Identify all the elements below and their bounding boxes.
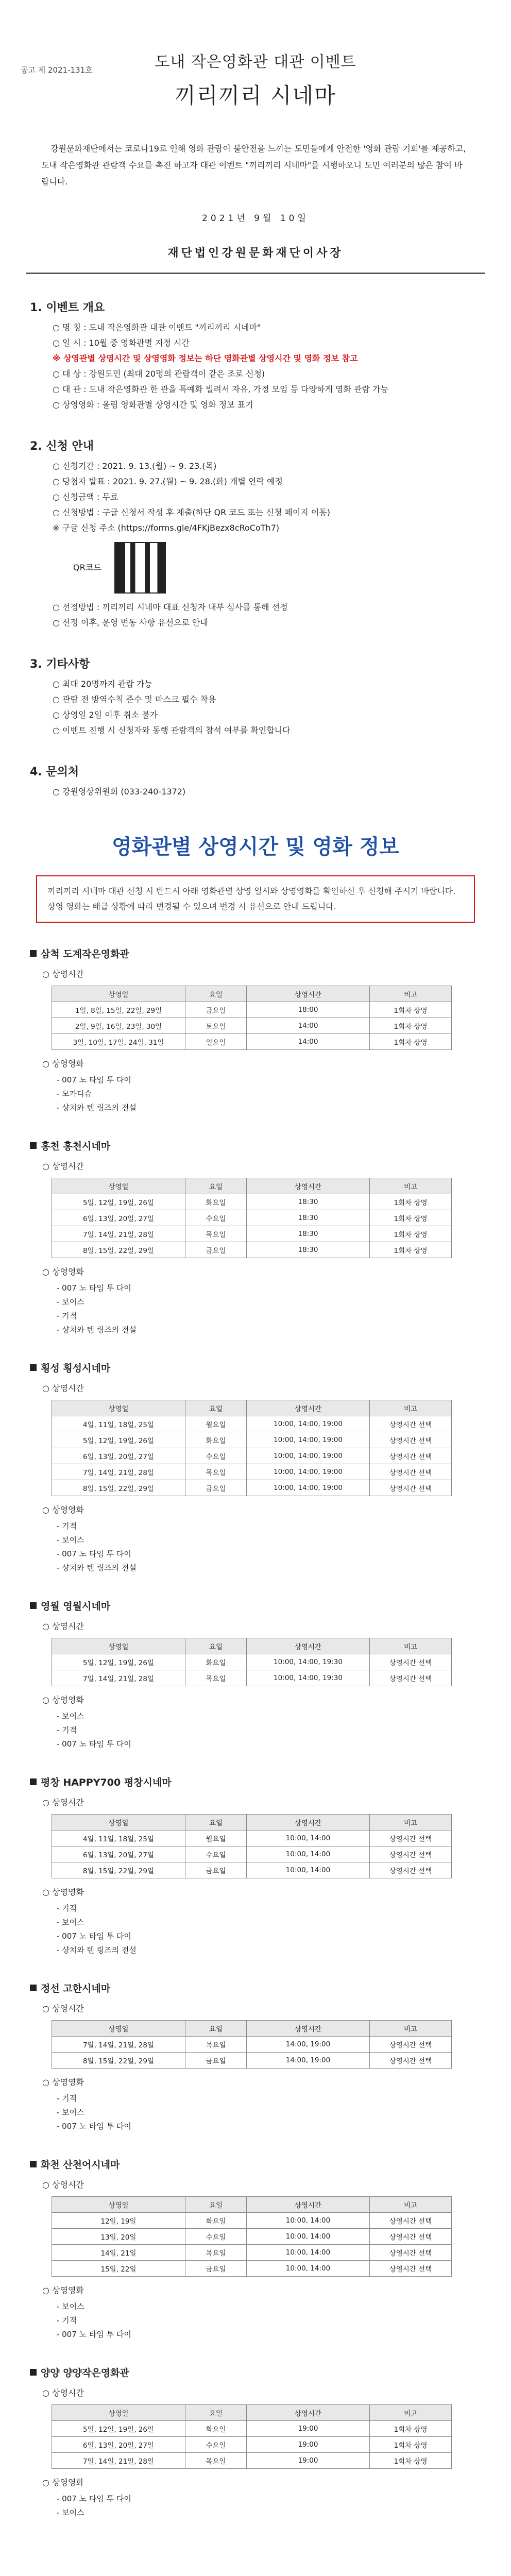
column-header: 상영일 — [52, 1178, 185, 1194]
schedule-banner: 영화관별 상영시간 및 영화 정보 — [111, 835, 400, 859]
film-item: - 007 노 타임 투 다이 — [57, 1283, 131, 1293]
table-cell: 1회차 상영 — [370, 1242, 452, 1258]
table-cell: 화요일 — [185, 1654, 247, 1670]
column-header: 비고 — [370, 1815, 452, 1831]
table-header-row — [52, 1178, 452, 1194]
table-cell: 2일, 9일, 16일, 23일, 30일 — [52, 1018, 185, 1034]
venue-heading — [30, 1775, 511, 1789]
venue-schedule-label: ○ 상영시간 — [42, 1798, 84, 1807]
column-header: 비고 — [370, 2405, 452, 2421]
venue-films-label: ○ 상영영화 — [42, 1267, 84, 1277]
venue-name: 정선 고한시네마 — [41, 1983, 111, 1994]
column-header: 요일 — [185, 2405, 247, 2421]
column-header: 상영시간 — [247, 1178, 370, 1194]
square-bullet-icon — [30, 1602, 37, 1609]
table-cell: 10:00, 14:00 — [247, 2229, 370, 2245]
schedule-table — [52, 2020, 452, 2069]
table-cell: 상영시간 선택 — [370, 2245, 452, 2261]
table-cell: 화요일 — [185, 1432, 247, 1448]
section-overview-body — [42, 320, 469, 413]
venue-list — [0, 946, 511, 2520]
table-cell: 수요일 — [185, 1846, 247, 1862]
table-cell: 8일, 15일, 22일, 29일 — [52, 1480, 185, 1496]
table-cell: 10:00, 14:00, 19:30 — [247, 1654, 370, 1670]
table-cell: 상영시간 선택 — [370, 2037, 452, 2053]
table-row — [52, 1654, 452, 1670]
table-row — [52, 1448, 452, 1464]
column-header: 요일 — [185, 1178, 247, 1194]
intro-paragraph: 강원문화재단에서는 코로나19로 인해 영화 관람이 불안전을 느끼는 도민들에게 안전한 '영화 관람 기회'를 제공하고, 도내 작은영화관 관람객 수요를 촉진 하고자 대관 이벤트 "끼리끼리 시네마"를 시행하오니 도민 여러분의 많은 참여 바랍니다. — [41, 144, 466, 187]
table-cell: 상영시간 선택 — [370, 1670, 452, 1686]
column-header: 상영시간 — [247, 2197, 370, 2213]
table-cell: 10:00, 14:00, 19:00 — [247, 1432, 370, 1448]
venue-films-label: ○ 상영영화 — [42, 1887, 84, 1897]
table-header-row — [52, 2405, 452, 2421]
table-cell: 상영시간 선택 — [370, 1862, 452, 1878]
schedule-table — [52, 2196, 452, 2277]
contact-line: ○ 강원영상위원회 (033-240-1372) — [53, 787, 186, 796]
table-cell: 18:00 — [247, 1002, 370, 1018]
film-item: - 샹치와 텐 링즈의 전설 — [57, 1325, 137, 1334]
venue-schedule-label: ○ 상영시간 — [42, 2180, 84, 2190]
table-cell: 1회차 상영 — [370, 1002, 452, 1018]
divider — [26, 273, 485, 274]
film-item: - 모가디슈 — [57, 1089, 92, 1098]
table-cell: 12일, 19일 — [52, 2213, 185, 2229]
film-item: - 보이스 — [57, 1297, 84, 1307]
table-cell: 상영시간 선택 — [370, 1846, 452, 1862]
table-cell: 6일, 13일, 20일, 27일 — [52, 1448, 185, 1464]
section-overview-heading: 1. 이벤트 개요 — [30, 301, 105, 314]
table-cell: 10:00, 14:00 — [247, 2245, 370, 2261]
square-bullet-icon — [30, 1985, 37, 1991]
film-item: - 샹치와 텐 링즈의 전설 — [57, 1563, 137, 1572]
apply-extra: ○ 선정방법 : 끼리끼리 시네마 대표 신청자 내부 심사를 통해 선정 — [53, 602, 288, 612]
column-header: 상영시간 — [247, 1400, 370, 1416]
apply-line: ○ 신청기간 : 2021. 9. 13.(월) ~ 9. 23.(목) — [53, 461, 217, 471]
venue-schedule-label: ○ 상영시간 — [42, 2388, 84, 2398]
table-row — [52, 1226, 452, 1242]
table-cell: 화요일 — [185, 2421, 247, 2437]
venue-schedule-label: ○ 상영시간 — [42, 2004, 84, 2013]
table-cell: 6일, 13일, 20일, 27일 — [52, 1846, 185, 1862]
overview-line: ○ 대 관 : 도내 작은영화관 한 관을 특예화 빌려서 자유, 가정 모임 등 다양하게 영화 관람 가능 — [53, 384, 388, 394]
venue-films-label: ○ 상영영화 — [42, 1505, 84, 1515]
table-row — [52, 1034, 452, 1050]
film-item: - 007 노 타임 투 다이 — [57, 1739, 131, 1749]
overview-line: ○ 상영영화 : 올림 영화관별 상영시간 및 영화 정보 표기 — [53, 400, 253, 410]
table-cell: 1회차 상영 — [370, 1194, 452, 1210]
column-header: 상영일 — [52, 1638, 185, 1654]
venue-name: 영월 영월시네마 — [41, 1601, 111, 1612]
table-cell: 19:00 — [247, 2437, 370, 2453]
venue-schedule-label: ○ 상영시간 — [42, 1621, 84, 1631]
table-cell: 상영시간 선택 — [370, 1831, 452, 1846]
venue-heading — [30, 1981, 511, 1995]
section-etc-heading: 3. 기타사항 — [30, 658, 90, 671]
table-cell: 1회차 상영 — [370, 2453, 452, 2469]
film-item: - 기적 — [57, 2094, 77, 2103]
film-item: - 기적 — [57, 1904, 77, 1913]
table-row — [52, 2229, 452, 2245]
table-cell: 10:00, 14:00 — [247, 1862, 370, 1878]
venue-heading — [30, 946, 511, 960]
table-cell: 1회차 상영 — [370, 1226, 452, 1242]
table-row — [52, 1480, 452, 1496]
column-header: 요일 — [185, 1638, 247, 1654]
table-cell: 10:00, 14:00 — [247, 1846, 370, 1862]
section-apply-heading: 2. 신청 안내 — [30, 440, 94, 453]
table-cell: 13일, 20일 — [52, 2229, 185, 2245]
table-cell: 7일, 14일, 21일, 28일 — [52, 1670, 185, 1686]
table-row — [52, 1831, 452, 1846]
table-cell: 5일, 12일, 19일, 26일 — [52, 1194, 185, 1210]
schedule-table-wrap — [52, 2020, 511, 2069]
table-cell: 14:00, 19:00 — [247, 2037, 370, 2053]
venue-name: 평창 HAPPY700 평창시네마 — [41, 1777, 172, 1788]
column-header: 상영시간 — [247, 1638, 370, 1654]
column-header: 요일 — [185, 2197, 247, 2213]
square-bullet-icon — [30, 1778, 37, 1785]
table-cell: 상영시간 선택 — [370, 2229, 452, 2245]
film-list — [57, 2492, 511, 2520]
table-cell: 7일, 14일, 21일, 28일 — [52, 1464, 185, 1480]
table-cell: 상영시간 선택 — [370, 1464, 452, 1480]
table-cell: 1회차 상영 — [370, 2421, 452, 2437]
table-cell: 1일, 8일, 15일, 22일, 29일 — [52, 1002, 185, 1018]
schedule-table-wrap — [52, 986, 511, 1050]
table-cell: 수요일 — [185, 2229, 247, 2245]
table-cell: 상영시간 선택 — [370, 1416, 452, 1432]
column-header: 상영일 — [52, 986, 185, 1002]
column-header: 비고 — [370, 2021, 452, 2037]
venue-films-label: ○ 상영영화 — [42, 2285, 84, 2295]
table-cell: 목요일 — [185, 2453, 247, 2469]
venue-name: 화천 산천어시네마 — [41, 2159, 120, 2171]
table-row — [52, 2037, 452, 2053]
etc-line: ○ 상영일 2일 이후 취소 불가 — [53, 710, 158, 720]
table-cell: 7일, 14일, 21일, 28일 — [52, 1226, 185, 1242]
table-row — [52, 1464, 452, 1480]
table-row — [52, 2245, 452, 2261]
table-cell: 1회차 상영 — [370, 2437, 452, 2453]
table-cell: 19:00 — [247, 2453, 370, 2469]
film-item: - 007 노 타임 투 다이 — [57, 2122, 131, 2131]
table-cell: 금요일 — [185, 1862, 247, 1878]
film-list — [57, 1519, 511, 1575]
film-item: - 샹치와 텐 링즈의 전설 — [57, 1103, 137, 1112]
column-header: 비고 — [370, 1178, 452, 1194]
table-cell: 상영시간 선택 — [370, 1480, 452, 1496]
table-row — [52, 1862, 452, 1878]
schedule-table-wrap — [52, 2404, 511, 2469]
overview-line: ○ 대 상 : 강원도민 (최대 20명의 관람객이 같은 조로 신청) — [53, 369, 265, 379]
table-cell: 목요일 — [185, 1464, 247, 1480]
overview-note: ※ 상영관별 상영시간 및 상영영화 정보는 하단 영화관별 상영시간 및 영화 정보 참고 — [53, 353, 358, 363]
qr-block — [63, 542, 469, 594]
table-row — [52, 2453, 452, 2469]
table-header-row — [52, 1638, 452, 1654]
section-contact-heading: 4. 문의처 — [30, 766, 79, 778]
table-cell: 월요일 — [185, 1416, 247, 1432]
table-cell: 6일, 13일, 20일, 27일 — [52, 1210, 185, 1226]
schedule-table — [52, 1178, 452, 1258]
apply-line: ○ 당첨자 발표 : 2021. 9. 27.(월) ~ 9. 28.(화) 개별 연락 예정 — [53, 477, 283, 486]
apply-line: ○ 신청금액 : 무료 — [53, 492, 118, 502]
table-cell: 금요일 — [185, 1002, 247, 1018]
qr-label: QR코드 — [73, 563, 101, 572]
schedule-table-wrap — [52, 1178, 511, 1258]
column-header: 상영시간 — [247, 986, 370, 1002]
table-cell: 화요일 — [185, 1194, 247, 1210]
table-row — [52, 2053, 452, 2069]
venue-films-label: ○ 상영영화 — [42, 1695, 84, 1705]
apply-extra: ○ 선정 이후, 운영 변동 사항 유선으로 안내 — [53, 618, 208, 628]
section-etc-body — [42, 676, 469, 738]
column-header: 요일 — [185, 2021, 247, 2037]
table-cell: 14:00, 19:00 — [247, 2053, 370, 2069]
column-header: 상영시간 — [247, 2021, 370, 2037]
table-cell: 상영시간 선택 — [370, 2213, 452, 2229]
table-cell: 수요일 — [185, 1448, 247, 1464]
table-cell: 상영시간 선택 — [370, 2261, 452, 2277]
table-header-row — [52, 2197, 452, 2213]
column-header: 요일 — [185, 986, 247, 1002]
table-row — [52, 1002, 452, 1018]
table-row — [52, 1210, 452, 1226]
venue-name: 횡성 횡성시네마 — [41, 1363, 111, 1374]
film-list — [57, 2092, 511, 2133]
announcement-date: 2021년 9월 10일 — [202, 213, 309, 224]
table-cell: 19:00 — [247, 2421, 370, 2437]
column-header: 비고 — [370, 1400, 452, 1416]
film-item: - 007 노 타임 투 다이 — [57, 2330, 131, 2339]
table-row — [52, 2421, 452, 2437]
table-cell: 목요일 — [185, 2245, 247, 2261]
table-header-row — [52, 2021, 452, 2037]
table-cell: 5일, 12일, 19일, 26일 — [52, 1432, 185, 1448]
table-row — [52, 2437, 452, 2453]
table-cell: 금요일 — [185, 2261, 247, 2277]
film-item: - 기적 — [57, 1521, 77, 1531]
table-cell: 금요일 — [185, 2053, 247, 2069]
table-row — [52, 2213, 452, 2229]
table-cell: 15일, 22일 — [52, 2261, 185, 2277]
film-item: - 007 노 타임 투 다이 — [57, 1931, 131, 1941]
film-item: - 보이스 — [57, 2508, 84, 2517]
venue-heading — [30, 1139, 511, 1153]
film-list — [57, 1902, 511, 1957]
table-cell: 수요일 — [185, 1210, 247, 1226]
table-cell: 14:00 — [247, 1034, 370, 1050]
venue-films-label: ○ 상영영화 — [42, 2478, 84, 2487]
column-header: 상영시간 — [247, 2405, 370, 2421]
column-header: 비고 — [370, 2197, 452, 2213]
column-header: 상영일 — [52, 1400, 185, 1416]
table-cell: 10:00, 14:00, 19:00 — [247, 1480, 370, 1496]
table-cell: 7일, 14일, 21일, 28일 — [52, 2453, 185, 2469]
venue-schedule-label: ○ 상영시간 — [42, 969, 84, 979]
table-cell: 4일, 11일, 18일, 25일 — [52, 1831, 185, 1846]
schedule-table-wrap — [52, 2196, 511, 2277]
table-cell: 18:30 — [247, 1242, 370, 1258]
film-item: - 007 노 타임 투 다이 — [57, 2494, 131, 2503]
section-contact-body — [42, 784, 469, 800]
table-cell: 8일, 15일, 22일, 29일 — [52, 1242, 185, 1258]
venue-name: 삼척 도계작은영화관 — [41, 948, 129, 960]
venue-films-label: ○ 상영영화 — [42, 2077, 84, 2087]
title-subtitle: 도내 작은영화관 대관 이벤트 — [155, 53, 356, 71]
schedule-table — [52, 1400, 452, 1496]
square-bullet-icon — [30, 2369, 37, 2376]
column-header: 상영시간 — [247, 1815, 370, 1831]
venue-heading — [30, 2157, 511, 2171]
venue-heading — [30, 2365, 511, 2379]
table-cell: 상영시간 선택 — [370, 1654, 452, 1670]
table-cell: 1회차 상영 — [370, 1018, 452, 1034]
table-cell: 5일, 12일, 19일, 26일 — [52, 2421, 185, 2437]
table-cell: 10:00, 14:00, 19:00 — [247, 1416, 370, 1432]
film-list — [57, 1709, 511, 1751]
table-cell: 10:00, 14:00 — [247, 2261, 370, 2277]
table-row — [52, 1194, 452, 1210]
table-row — [52, 2261, 452, 2277]
table-cell: 상영시간 선택 — [370, 1448, 452, 1464]
table-cell: 목요일 — [185, 2037, 247, 2053]
table-header-row — [52, 1400, 452, 1416]
table-cell: 10:00, 14:00 — [247, 2213, 370, 2229]
schedule-table-wrap — [52, 1814, 511, 1878]
table-cell: 상영시간 선택 — [370, 2053, 452, 2069]
table-row — [52, 1416, 452, 1432]
schedule-notice: 끼리끼리 시네마 대관 신청 시 반드시 아래 영화관별 상영 일시와 상영영화를 확인하신 후 신청해 주시기 바랍니다. 상영 영화는 배급 상황에 따라 변경될 수 있으며 변경 시 유선으로 안내 드립니다. — [36, 875, 475, 923]
film-item: - 보이스 — [57, 1711, 84, 1721]
table-cell: 7일, 14일, 21일, 28일 — [52, 2037, 185, 2053]
etc-line: ○ 최대 20명까지 관람 가능 — [53, 679, 152, 689]
table-header-row — [52, 1815, 452, 1831]
table-cell: 6일, 13일, 20일, 27일 — [52, 2437, 185, 2453]
page-title: 끼리끼리 시네마 — [175, 83, 336, 108]
table-cell: 월요일 — [185, 1831, 247, 1846]
venue-films-label: ○ 상영영화 — [42, 1059, 84, 1069]
table-cell: 화요일 — [185, 2213, 247, 2229]
square-bullet-icon — [30, 1142, 37, 1149]
table-cell: 금요일 — [185, 1480, 247, 1496]
venue-schedule-label: ○ 상영시간 — [42, 1161, 84, 1171]
table-cell: 금요일 — [185, 1242, 247, 1258]
film-list — [57, 1073, 511, 1115]
schedule-table — [52, 1638, 452, 1686]
venue-heading — [30, 1361, 511, 1375]
film-item: - 보이스 — [57, 2108, 84, 2117]
table-cell: 1회차 상영 — [370, 1210, 452, 1226]
qr-code-icon[interactable] — [114, 542, 166, 594]
film-item: - 보이스 — [57, 1535, 84, 1545]
table-cell: 10:00, 14:00 — [247, 1831, 370, 1846]
table-cell: 토요일 — [185, 1018, 247, 1034]
table-cell: 10:00, 14:00, 19:30 — [247, 1670, 370, 1686]
film-list — [57, 2300, 511, 2342]
table-row — [52, 1670, 452, 1686]
venue-heading — [30, 1599, 511, 1613]
table-cell: 목요일 — [185, 1670, 247, 1686]
film-item: - 샹치와 텐 링즈의 전설 — [57, 1945, 137, 1955]
table-row — [52, 1432, 452, 1448]
film-item: - 007 노 타임 투 다이 — [57, 1075, 131, 1084]
column-header: 비고 — [370, 986, 452, 1002]
table-cell: 14일, 21일 — [52, 2245, 185, 2261]
schedule-table-wrap — [52, 1400, 511, 1496]
column-header: 상영일 — [52, 2197, 185, 2213]
overview-line: ○ 명 칭 : 도내 작은영화관 대관 이벤트 "끼리끼리 시네마" — [53, 323, 261, 332]
film-item: - 기적 — [57, 1311, 77, 1320]
film-item: - 기적 — [57, 2316, 77, 2325]
table-cell: 수요일 — [185, 2437, 247, 2453]
table-cell: 18:30 — [247, 1210, 370, 1226]
column-header: 상영일 — [52, 1815, 185, 1831]
table-cell: 14:00 — [247, 1018, 370, 1034]
table-cell: 1회차 상영 — [370, 1034, 452, 1050]
column-header: 비고 — [370, 1638, 452, 1654]
column-header: 상영일 — [52, 2405, 185, 2421]
schedule-table — [52, 986, 452, 1050]
film-list — [57, 1281, 511, 1337]
table-cell: 18:30 — [247, 1194, 370, 1210]
organization-signature: 재단법인강원문화재단이사장 — [167, 247, 344, 260]
square-bullet-icon — [30, 1364, 37, 1371]
table-row — [52, 1846, 452, 1862]
column-header: 요일 — [185, 1400, 247, 1416]
apply-url[interactable]: ※ 구글 신청 주소 (https://forms.gle/4FKjBezx8cRoCoTh7) — [53, 523, 280, 533]
table-cell: 목요일 — [185, 1226, 247, 1242]
table-cell: 4일, 11일, 18일, 25일 — [52, 1416, 185, 1432]
table-header-row — [52, 986, 452, 1002]
apply-line: ○ 신청방법 : 구글 신청서 작성 후 제출(하단 QR 코드 또는 신청 페이지 이동) — [53, 507, 330, 517]
square-bullet-icon — [30, 2161, 37, 2167]
film-item: - 기적 — [57, 1725, 77, 1735]
table-cell: 상영시간 선택 — [370, 1432, 452, 1448]
table-cell: 10:00, 14:00, 19:00 — [247, 1464, 370, 1480]
document-id: 공고 제 2021-131호 — [21, 65, 93, 75]
film-item: - 007 노 타임 투 다이 — [57, 1549, 131, 1558]
column-header: 요일 — [185, 1815, 247, 1831]
venue-name: 양양 양양작은영화관 — [41, 2367, 129, 2379]
table-row — [52, 1018, 452, 1034]
schedule-table-wrap — [52, 1638, 511, 1686]
film-item: - 보이스 — [57, 1918, 84, 1927]
film-item: - 보이스 — [57, 2302, 84, 2311]
schedule-table — [52, 1814, 452, 1878]
table-cell: 3일, 10일, 17일, 24일, 31일 — [52, 1034, 185, 1050]
section-apply-body — [42, 459, 469, 631]
table-cell: 18:30 — [247, 1226, 370, 1242]
column-header: 상영일 — [52, 2021, 185, 2037]
table-cell: 5일, 12일, 19일, 26일 — [52, 1654, 185, 1670]
venue-schedule-label: ○ 상영시간 — [42, 1383, 84, 1393]
table-cell: 8일, 15일, 22일, 29일 — [52, 1862, 185, 1878]
table-row — [52, 1242, 452, 1258]
venue-name: 홍천 홍천시네마 — [41, 1141, 111, 1152]
table-cell: 10:00, 14:00, 19:00 — [247, 1448, 370, 1464]
table-cell: 8일, 15일, 22일, 29일 — [52, 2053, 185, 2069]
table-cell: 일요일 — [185, 1034, 247, 1050]
overview-line: ○ 일 시 : 10월 중 영화관별 지정 시간 — [53, 338, 190, 348]
schedule-table — [52, 2404, 452, 2469]
etc-line: ○ 이벤트 진행 시 신청자와 동행 관람객의 참석 여부를 확인합니다 — [53, 725, 291, 735]
square-bullet-icon — [30, 950, 37, 957]
etc-line: ○ 관람 전 방역수칙 준수 및 마스크 필수 착용 — [53, 694, 216, 704]
